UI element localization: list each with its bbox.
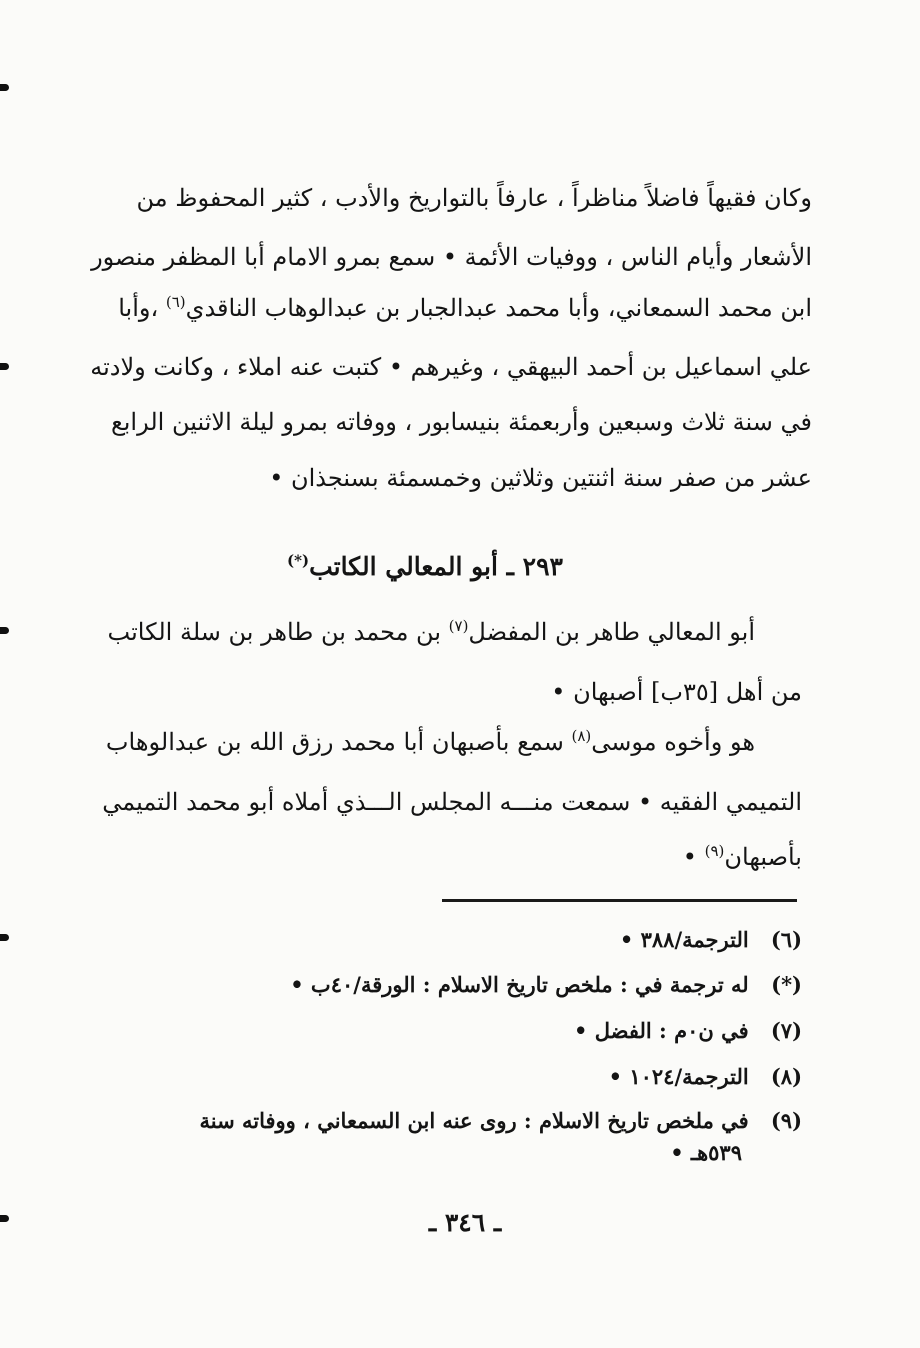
footnote-text: الترجمة/١٠٢٤ • (608, 1064, 749, 1089)
paragraph1-line (118, 293, 812, 322)
paragraph1-line: علي اسماعيل بن أحمد البيهقي ، وغيرهم • كتبت عنه املاء ، وكانت ولادته (90, 353, 812, 381)
footnote (152, 1016, 802, 1046)
paragraph2-line (107, 617, 755, 646)
scan-edge-mark (0, 934, 9, 941)
scan-edge-mark (0, 84, 9, 91)
footnote-ref-star: (*) (287, 551, 310, 570)
footnote (152, 1106, 802, 1136)
scan-edge-mark (0, 363, 9, 370)
paragraph2-text: سمع بأصبهان أبا محمد رزق الله بن عبدالوهاب (105, 728, 564, 756)
paragraph1-line: وكان فقيهاً فاضلاً مناظراً ، عارفاً بالتواريخ والأدب ، كثير المحفوظ من (136, 184, 812, 212)
paragraph2-line: من أهل [٣٥ب] أصبهان • (551, 678, 802, 706)
paragraph2-text: هو وأخوه موسى (591, 728, 755, 756)
paragraph2-line: التميمي الفقيه • سمعت منـــه المجلس الـــذي أملاه أبو محمد التميمي (102, 788, 802, 816)
footnote-number: (٩) (770, 1108, 802, 1133)
footnote (152, 1062, 802, 1092)
footnote-ref-7: (٧) (448, 617, 469, 635)
entry-heading (0, 552, 920, 581)
paragraph2-line (682, 842, 802, 871)
footnote-number: (٧) (770, 1018, 802, 1043)
footnote-ref-9: (٩) (704, 842, 725, 860)
paragraph1-line-tail: ،وأبا (118, 294, 159, 322)
footnote-separator (442, 899, 797, 902)
paragraph2-text: بأصبهان (724, 843, 802, 871)
footnote-number: (٦) (770, 927, 802, 952)
paragraph1-line: الأشعار وأيام الناس ، ووفيات الأئمة • سمع بمرو الامام أبا المظفر منصور (91, 243, 812, 271)
entry-heading-text: ٢٩٣ ـ أبو المعالي الكاتب (309, 552, 563, 581)
footnote-ref-8: (٨) (571, 727, 592, 745)
paragraph1-line: في سنة ثلاث وسبعين وأربعمئة بنيسابور ، ووفاته بمرو ليلة الاثنين الرابع (110, 408, 812, 436)
paragraph2-text: • (682, 843, 697, 871)
paragraph1-line: عشر من صفر سنة اثنتين وثلاثين وخمسمئة بسنجذان • (269, 464, 812, 492)
footnote (152, 970, 802, 1000)
scan-edge-mark (0, 627, 9, 634)
footnote-number: (*) (771, 972, 802, 997)
footnote-continuation: ٥٣٩هـ • (670, 1140, 742, 1165)
footnote (152, 925, 802, 955)
footnote-number: (٨) (770, 1064, 802, 1089)
paragraph2-text: أبو المعالي طاهر بن المفضل (468, 618, 755, 646)
page-number: ـ ٣٤٦ ـ (428, 1208, 502, 1237)
paragraph1-line-text: ابن محمد السمعاني، وأبا محمد عبدالجبار بن عبدالوهاب الناقدي (185, 294, 812, 322)
footnote-ref-6: (٦) (165, 293, 186, 311)
footnote-text: الترجمة/٣٨٨ • (619, 927, 749, 952)
footnote-text: في ملخص تاريخ الاسلام : روى عنه ابن السمعاني ، ووفاته سنة (199, 1108, 749, 1133)
footnote-text: له ترجمة في : ملخص تاريخ الاسلام : الورقة/٤٠ب • (290, 972, 749, 997)
footnote-text: في ن٠م : الفضل • (574, 1018, 749, 1043)
paragraph2-text: بن محمد بن طاهر بن سلة الكاتب (107, 618, 441, 646)
paragraph2-line (105, 727, 755, 756)
